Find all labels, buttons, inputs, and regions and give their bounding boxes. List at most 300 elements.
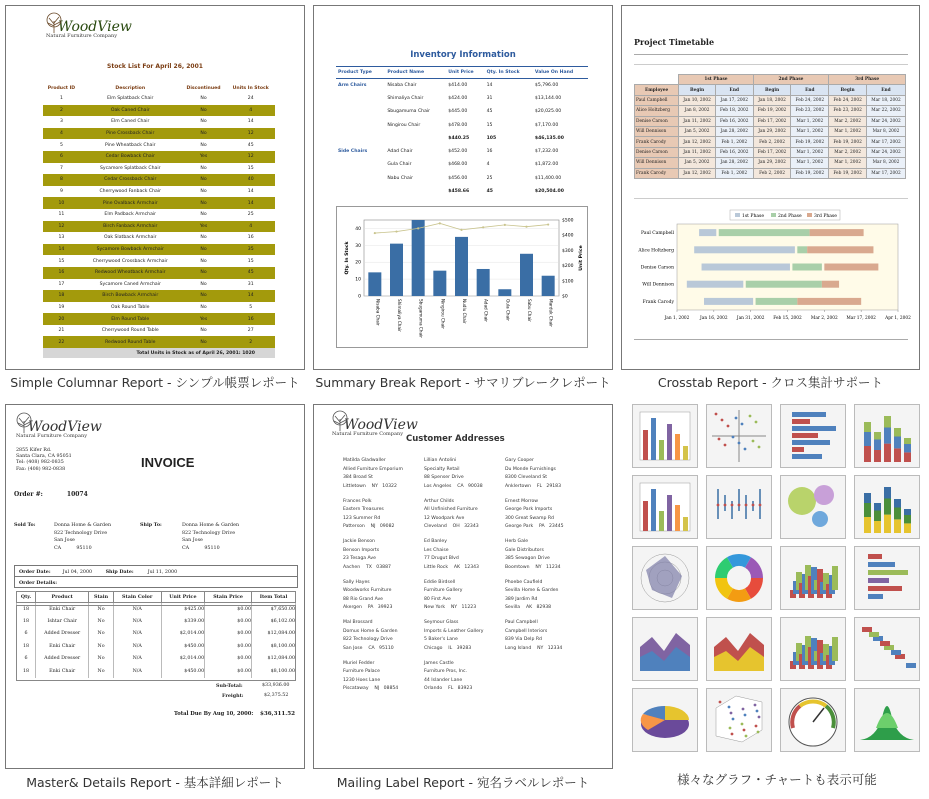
mailing-label [505, 579, 558, 613]
column-header: Qty. [17, 592, 36, 603]
table-cell: Arm Chairs [338, 82, 367, 88]
table-row [17, 653, 296, 666]
gantt-bar [797, 298, 861, 305]
table-row [17, 628, 296, 641]
table-cell: Mar 22, 2002 [866, 106, 905, 116]
x-tick-label: Shimaliya Chair [397, 299, 402, 332]
table-cell: Side Chairs [338, 149, 368, 155]
table-cell: 16 [247, 235, 254, 241]
table-cell: 4 [43, 128, 80, 140]
table-cell: 13 [58, 235, 65, 241]
table-cell: $0.00 [205, 615, 252, 628]
company-address [16, 448, 72, 473]
table-cell: Jan 12, 2002 [679, 168, 716, 178]
order-date-row: Order Date: Jul 04, 2000 Ship Date: Jul 11, 2000 [14, 565, 298, 577]
mailing-label [505, 498, 564, 532]
address-line: Donna Home & Garden [54, 523, 112, 528]
table-cell: Denise Carson [635, 147, 679, 157]
table-cell: No [200, 212, 207, 218]
mailing-label-report-panel[interactable] [313, 404, 613, 769]
price-point [460, 229, 462, 231]
table-cell: 1 [59, 96, 63, 102]
bar [433, 271, 446, 296]
mailing-label [343, 579, 392, 613]
gantt-bar [756, 298, 798, 305]
bar [390, 244, 403, 296]
table-cell: $8,100.00 [252, 665, 296, 678]
table-cell: 45 [486, 189, 493, 195]
label-line: Du Monde Furnishings [505, 466, 556, 472]
mailing-label [343, 538, 391, 572]
bar [520, 254, 533, 296]
table-cell: 25 [486, 175, 493, 181]
title-rule [634, 54, 908, 55]
column-header: Product [36, 592, 89, 603]
table-cell: N/A [113, 640, 161, 653]
label-line: Ed Banley [424, 539, 447, 544]
mailing-label [424, 498, 479, 532]
table-cell: Feb 24, 2002 [829, 95, 867, 105]
table-cell: 20 [43, 313, 80, 325]
table-row [336, 92, 588, 105]
table-row [336, 172, 588, 185]
y-tick-label: Frank Carody [642, 299, 674, 305]
summary-break-report-panel[interactable] [313, 5, 613, 370]
total-due-value: $36,311.52 [260, 711, 296, 717]
table-cell: Yes [181, 221, 227, 233]
price-point [374, 232, 376, 234]
y-tick-label: Alice Holtzberg [638, 248, 674, 254]
begin-header: Begin [829, 85, 867, 95]
inventory-table [336, 66, 588, 198]
table-row [635, 116, 906, 126]
table-cell: $8,100.00 [252, 640, 296, 653]
legend-label: 1st Phase [742, 214, 764, 219]
table-row [43, 302, 275, 314]
simple-columnar-report-panel[interactable] [5, 5, 305, 370]
subtotal-label: Sub-Total: [216, 683, 243, 689]
table-cell: No [181, 267, 227, 279]
table-cell [336, 105, 385, 118]
mailing-logo-sub: Natural Furniture Company [332, 431, 404, 437]
label-line: 822 Technology Drive [343, 637, 393, 643]
table-cell: Feb 17, 2002 [753, 147, 791, 157]
table-row [43, 105, 275, 117]
table-cell: No [181, 244, 227, 256]
3d-pie-chart-thumb [632, 688, 698, 752]
phase-header: 2nd Phase [753, 75, 829, 85]
table-cell: Will Dennison [635, 158, 679, 168]
label-line: 44 Islander Lane [424, 677, 463, 683]
label-line: Phoebe Caufield [505, 579, 543, 585]
table-cell: Redwood Round Table [80, 336, 181, 348]
label-line: Specialty Retail [424, 466, 460, 472]
column-header: Unit Price [446, 67, 484, 79]
address-line: CA 95110 [54, 545, 92, 551]
table-cell: N/A [113, 653, 161, 666]
table-cell: 35 [226, 244, 275, 256]
table-row [43, 116, 275, 128]
table-cell [336, 118, 385, 131]
mailing-label [424, 457, 483, 491]
table-cell: No [200, 281, 207, 287]
column-header: Discontinued [186, 86, 221, 91]
table-cell: $2,014.00 [161, 628, 204, 641]
invoice-logo-sub: Natural Furniture Company [16, 433, 88, 439]
tree-icon [44, 12, 64, 34]
x-tick-label: Nudlu Chair [462, 299, 467, 324]
label-line: 300 Great Swamp Rd [505, 515, 554, 521]
table-cell: Jan 11, 2002 [679, 116, 716, 126]
legend-label: 3rd Phase [814, 214, 837, 219]
table-cell: 15 [247, 258, 254, 264]
table-cell: 7 [59, 165, 63, 171]
table-cell: Feb 19, 2002 [753, 106, 791, 116]
table-cell: Pine Crossback Chair [80, 128, 181, 140]
y2-tick-label: $200 [562, 264, 574, 270]
table-row [43, 128, 275, 140]
total-due-label: Total Due By Aug 10, 2000: [174, 711, 254, 717]
table-cell: $2,014.00 [161, 653, 204, 666]
table-cell: 14 [43, 244, 80, 256]
table-row [635, 95, 906, 105]
y2-tick-label: $400 [562, 233, 574, 239]
crosstab-report-panel[interactable] [621, 5, 920, 370]
invoice-logo-name: WoodView [28, 419, 102, 435]
label-line: 77 Drugut Blvd [424, 556, 459, 562]
table-cell: No [89, 640, 114, 653]
table-cell: Ningirou Chair [387, 122, 421, 128]
label-line: Furniture Gallery [424, 588, 463, 594]
price-point [547, 223, 549, 225]
table-cell: 14 [247, 119, 254, 125]
column-header: Stain Color [113, 592, 161, 603]
label-line: 1230 Hoes Lane [343, 677, 381, 683]
caption-summary: Summary Break Report - サマリブレークレポート [315, 375, 611, 390]
label-line: 384 Broad St [343, 475, 373, 481]
table-cell: 15 [486, 122, 493, 128]
employee-header: Employee [635, 85, 679, 95]
chart-gallery [632, 404, 922, 760]
address-line: 822 Technology Drive [182, 530, 236, 536]
table-cell: Oak Slatback Armchair [103, 235, 157, 241]
table-cell: 14 [247, 189, 254, 195]
mailing-label [424, 579, 476, 613]
table-cell: Mar 24, 2002 [866, 147, 905, 157]
table-row [43, 336, 275, 348]
table-cell: 22 [43, 336, 80, 348]
bar [498, 289, 511, 296]
table-cell: $20,504.00 [534, 189, 564, 195]
label-line: Aachen TX 03887 [343, 564, 391, 570]
gantt-bar [704, 298, 753, 305]
table-row [43, 279, 275, 291]
label-line: Patterson NJ 09082 [343, 524, 395, 530]
table-cell: Feb 16, 2002 [715, 116, 753, 126]
table-cell [336, 185, 385, 198]
table-cell: Enki Chair [36, 640, 89, 653]
table-cell: Feb 19, 2002 [829, 168, 867, 178]
table-cell [336, 132, 385, 145]
table-row [336, 132, 588, 145]
caption-crosstab: Crosstab Report - クロス集計サポート [657, 375, 884, 390]
table-cell: Frank Carody [635, 137, 679, 147]
gantt-bar [807, 246, 873, 253]
price-point [504, 224, 506, 226]
table-cell: Mar 2, 2002 [829, 147, 867, 157]
label-line: 23 Tesaga Ave [343, 556, 376, 562]
label-line: George Park Imports [505, 507, 553, 513]
table-cell: Ishtar Chair [36, 615, 89, 628]
price-point [439, 222, 441, 224]
label-line: Woodworks Furniture [343, 588, 392, 594]
label-line: Ernest Morrow [505, 498, 539, 504]
label-line: Herb Gale [505, 539, 529, 544]
table-cell [336, 172, 385, 185]
table-row [43, 139, 275, 151]
table-cell: Mar 24, 2002 [866, 116, 905, 126]
table-cell: 14 [486, 82, 493, 88]
table-cell: Mar 1, 2002 [791, 126, 829, 136]
table-cell: Jan 12, 2002 [679, 137, 716, 147]
customer-addresses-title: Customer Addresses [406, 434, 505, 444]
gantt-bar [694, 246, 795, 253]
table-cell: $11,400.00 [534, 175, 562, 181]
table-cell: Jan 10, 2002 [679, 95, 716, 105]
x-tick-label: Feb 15, 2002 [773, 316, 802, 321]
table-cell: 25 [247, 212, 254, 218]
table-cell: Oak Round Table [111, 304, 150, 310]
x-tick-label: Jan 1, 2002 [664, 316, 690, 321]
table-row [43, 255, 275, 267]
scatter-thumb [706, 404, 772, 468]
table-cell: $6,102.00 [252, 615, 296, 628]
table-cell: 8 [43, 174, 80, 186]
address-line: 2855 Kifer Rd. [16, 448, 52, 453]
y-tick-label: Paul Campbell [641, 231, 674, 237]
table-cell: Feb 16, 2002 [715, 147, 753, 157]
bar [455, 237, 468, 296]
table-cell: 21 [58, 328, 65, 334]
3d-area-thumb [632, 617, 698, 681]
price-point [395, 230, 397, 232]
label-line: Frances Polk [343, 498, 372, 504]
title-rule-2 [634, 64, 908, 65]
table-row [43, 163, 275, 175]
table-cell: Mar 17, 2002 [866, 168, 905, 178]
table-cell: Cherrywood Round Table [101, 328, 159, 334]
table-cell: 27 [247, 328, 254, 334]
table-row [635, 168, 906, 178]
column-header: Value On Hand [533, 67, 588, 79]
label-line: 5 Baker's Lane [424, 637, 458, 643]
table-cell: Feb 18, 2002 [715, 106, 753, 116]
table-cell: 17 [58, 281, 65, 287]
table-cell: Shimaliya Chair [387, 95, 424, 101]
address-line: 822 Technology Drive [54, 530, 108, 536]
table-row [635, 158, 906, 168]
freight-value: $2,375.52 [264, 693, 289, 698]
table-cell: No [181, 105, 227, 117]
table-row [43, 221, 275, 233]
y2-tick-label: $500 [562, 218, 574, 224]
column-header: Product Name [385, 67, 446, 79]
begin-header: Begin [679, 85, 716, 95]
x-tick-label: Marduk Chair [548, 299, 554, 327]
mailing-label [343, 457, 403, 491]
mailing-label [505, 619, 562, 653]
total-units-row: Total Units in Stock as of April 26, 2001: 1020 [43, 348, 275, 358]
table-cell: $458.66 [448, 189, 470, 195]
column-header: Units In Stock [232, 86, 269, 91]
tree-icon [14, 412, 34, 434]
3d-bar-thumb [780, 546, 846, 610]
mailing-label [343, 660, 398, 694]
table-cell: $0.00 [205, 628, 252, 641]
table-cell: $20,025.00 [534, 109, 562, 115]
table-row [43, 197, 275, 209]
table-cell: Sycamore Bowback Armchair [80, 244, 181, 256]
table-row [17, 640, 296, 653]
table-cell: Mar 8, 2002 [866, 158, 905, 168]
table-row [43, 313, 275, 325]
table-cell: No [181, 197, 227, 209]
table-cell: Mar 1, 2002 [829, 126, 867, 136]
x-tick-label: Sabu Chair [527, 299, 532, 322]
table-row [43, 232, 275, 244]
table-cell: Mar 1, 2002 [791, 158, 829, 168]
table-cell: Jan 8, 2002 [679, 106, 716, 116]
table-cell: 4 [486, 162, 490, 168]
table-cell: Denise Carson [635, 116, 679, 126]
table-cell: Yes [181, 313, 227, 325]
label-line: 88 Rio Grand Ave [343, 596, 384, 602]
table-cell: Sycamore Caned Armchair [99, 281, 161, 287]
label-line: Sevilla Home & Garden [505, 588, 559, 594]
table-cell: 16 [226, 313, 275, 325]
table-cell: 12 [43, 221, 80, 233]
table-cell: $440.25 [448, 135, 470, 141]
logo-subtitle: Natural Furniture Company [46, 33, 118, 39]
table-cell: Sbugamuma Chair [387, 109, 431, 115]
table-cell: $478.00 [448, 122, 468, 128]
table-cell: 10 [43, 197, 80, 209]
table-cell: Sycamore Splatback Chair [99, 165, 161, 171]
x-tick-label: Mar 2, 2002 [810, 316, 838, 321]
table-row [336, 105, 588, 118]
address-line: Fax: (408) 982-0838 [16, 466, 66, 472]
table-cell: $13,144.00 [534, 95, 562, 101]
table-cell: Cherrywood Fanback Chair [99, 189, 162, 195]
table-cell: Feb 19, 2002 [791, 137, 829, 147]
table-row [43, 290, 275, 302]
table-cell: No [89, 628, 114, 641]
table-cell: Mar 1, 2002 [791, 147, 829, 157]
section-rule [634, 198, 908, 199]
table-row [635, 106, 906, 116]
y-axis-label: Qty. In Stock [345, 241, 350, 275]
table-row [43, 174, 275, 186]
table-cell: Elm Caned Chair [111, 119, 150, 125]
gantt-bar [746, 281, 822, 288]
table-cell [336, 92, 385, 105]
table-cell: No [89, 603, 114, 616]
table-cell: 4 [226, 221, 275, 233]
table-cell [385, 132, 446, 145]
label-line: Paul Campbell [505, 620, 538, 625]
table-cell: N/A [113, 628, 161, 641]
end-header: End [715, 85, 753, 95]
mailing-logo-name: WoodView [344, 417, 418, 433]
column-header: Product ID [47, 86, 76, 91]
table-cell: No [89, 653, 114, 666]
price-point [482, 226, 484, 228]
table-cell: Mar 1, 2002 [791, 116, 829, 126]
table-cell: Jan 5, 2002 [679, 126, 716, 136]
table-cell: Enki Chair [36, 603, 89, 616]
table-row [336, 79, 588, 92]
table-cell: Mar 2, 2002 [829, 116, 867, 126]
table-cell: N/A [113, 665, 161, 678]
table-cell: Added Dresser [36, 628, 89, 641]
label-line: Sally Hayes [343, 579, 370, 585]
master-details-report-panel[interactable] [5, 404, 305, 769]
y2-axis-label: Unit Price [579, 245, 584, 271]
ship-to-label: Ship To: [140, 522, 162, 528]
label-line: Muriel Fedder [343, 660, 375, 666]
table-row [17, 603, 296, 616]
table-cell: 9 [59, 189, 63, 195]
table-cell: 45 [226, 267, 275, 279]
table-cell [336, 158, 385, 171]
label-line: Furniture Palace [343, 669, 380, 675]
3d-horizontal-bar-thumb [854, 546, 920, 610]
label-line: 389 Jardim Rd [505, 596, 538, 602]
3d-stacked-area-thumb [706, 617, 772, 681]
table-cell: Birch Bowback Armchair [80, 290, 181, 302]
x-tick-label: Gula Chair [505, 299, 511, 321]
bar [368, 272, 381, 296]
stacked-bar-thumb [854, 404, 920, 468]
table-cell: Jan 28, 2002 [715, 126, 753, 136]
label-line: Seymour Glass [424, 620, 459, 625]
table-row [635, 147, 906, 157]
tree-icon [330, 410, 350, 432]
table-cell: $12,084.00 [252, 628, 296, 641]
table-cell: Elm Padback Armchair [104, 212, 157, 218]
gantt-bar [719, 229, 810, 236]
label-line: Domus Home & Garden [343, 628, 398, 634]
y-tick-label: 40 [355, 226, 361, 232]
x-tick-label: Mar 17, 2002 [846, 316, 876, 321]
table-cell: No [200, 96, 207, 102]
table-row [336, 185, 588, 198]
table-cell: $468.00 [448, 162, 468, 168]
table-cell: $5,796.00 [534, 82, 559, 88]
footer-rule [634, 339, 908, 340]
label-line: Boomtown NY 11234 [505, 564, 561, 570]
table-cell: 18 [17, 640, 36, 653]
price-point [525, 226, 527, 228]
table-cell: $452.00 [448, 149, 468, 155]
label-line: Little Rock AK 12343 [424, 564, 479, 570]
label-line: Campbell Interiors [505, 628, 548, 634]
table-cell: $7,232.00 [534, 149, 559, 155]
table-cell: 18 [43, 290, 80, 302]
table-cell: $450.00 [161, 640, 204, 653]
table-cell [385, 185, 446, 198]
table-cell: $1,872.00 [534, 162, 559, 168]
